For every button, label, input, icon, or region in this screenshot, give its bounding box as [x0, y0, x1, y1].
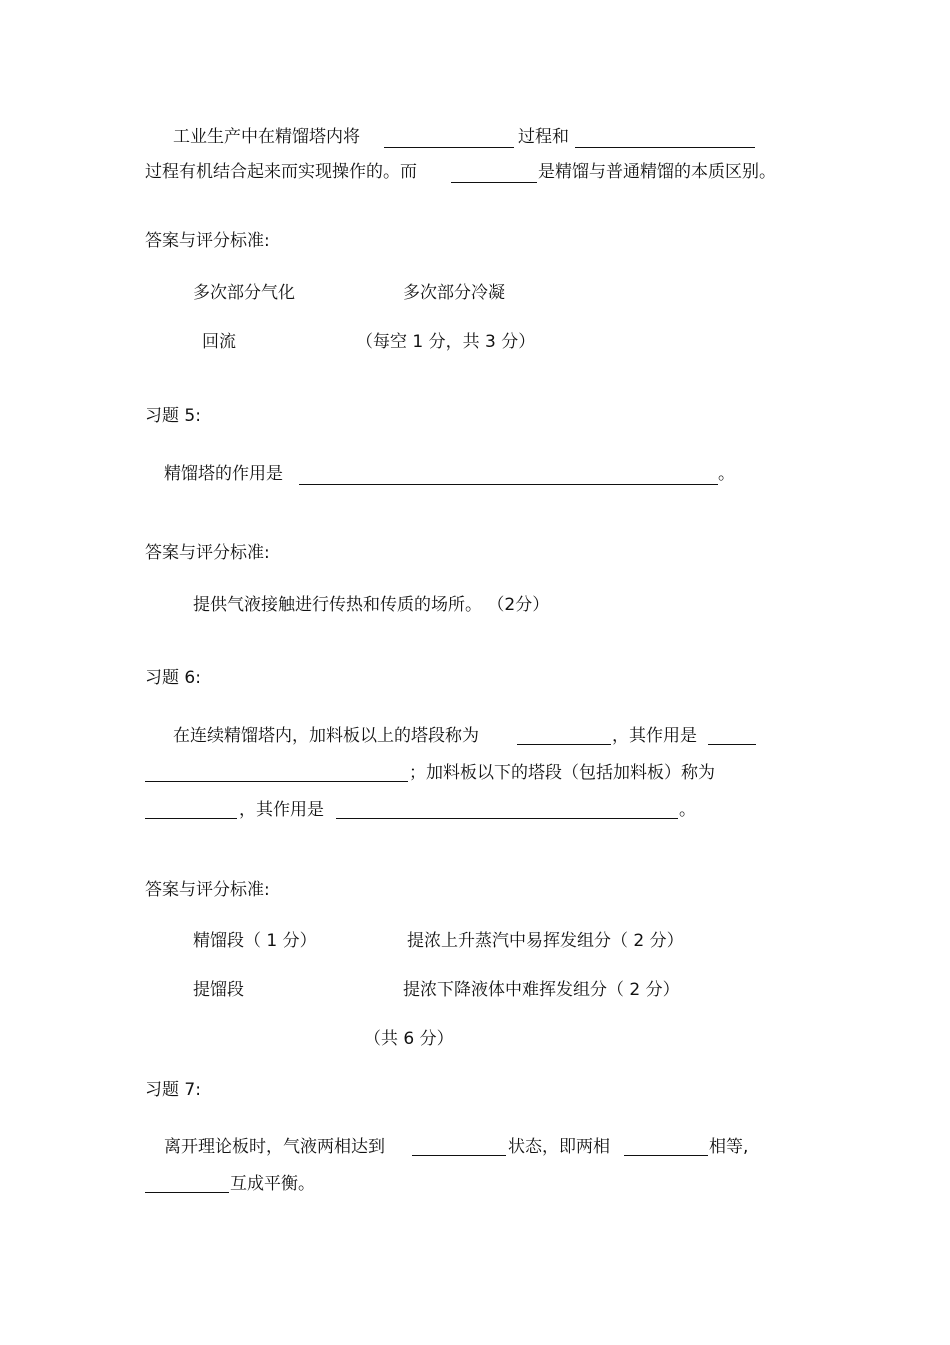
q5-blank-1[interactable] — [299, 484, 718, 485]
question-heading: 习题 5: — [145, 406, 201, 426]
q5-end-mark: 。 — [718, 464, 735, 484]
q4-blank-1[interactable] — [384, 147, 514, 148]
q7-line1-text-b: 状态，即两相 — [508, 1137, 610, 1157]
q4-line1-text-b: 过程和 — [518, 127, 569, 147]
q6-blank-2-continued[interactable] — [145, 781, 408, 782]
q4-blank-3[interactable] — [451, 182, 537, 183]
score-text: （共 6 分） — [364, 1029, 454, 1049]
q4-line1-text-a: 工业生产中在精馏塔内将 — [173, 127, 360, 147]
q7-line1-text-a: 离开理论板时，气液两相达到 — [164, 1137, 385, 1157]
q5-text: 精馏塔的作用是 — [164, 464, 283, 484]
answer-text: 提浓下降液体中难挥发组分（ 2 分） — [403, 980, 680, 1000]
q6-end-mark: 。 — [679, 800, 696, 820]
q6-line3-text: ，其作用是 — [239, 800, 324, 820]
q6-blank-4[interactable] — [336, 818, 678, 819]
q4-blank-2[interactable] — [575, 147, 755, 148]
q7-line1-text-c: 相等, — [709, 1137, 749, 1157]
answer-text: 精馏段（ 1 分） — [193, 931, 317, 951]
q6-blank-2[interactable] — [708, 744, 756, 745]
q7-line2-text: 互成平衡。 — [230, 1174, 315, 1194]
q6-line1-text-a: 在连续精馏塔内，加料板以上的塔段称为 — [173, 726, 479, 746]
answer-heading: 答案与评分标准: — [145, 543, 270, 563]
answer-text: 多次部分冷凝 — [403, 283, 505, 303]
q6-blank-1[interactable] — [517, 744, 611, 745]
q6-line2-text: ；加料板以下的塔段（包括加料板）称为 — [409, 763, 715, 783]
answer-text: 提供气液接触进行传热和传质的场所。 （2分） — [193, 595, 550, 615]
q6-blank-3[interactable] — [145, 818, 237, 819]
q7-blank-3[interactable] — [145, 1192, 229, 1193]
answer-heading: 答案与评分标准: — [145, 231, 270, 251]
answer-text: 提馏段 — [193, 980, 244, 1000]
q4-line2-text-b: 是精馏与普通精馏的本质区别。 — [538, 162, 776, 182]
q7-blank-2[interactable] — [624, 1155, 708, 1156]
q4-line2-text-a: 过程有机结合起来而实现操作的。而 — [145, 162, 417, 182]
answer-text: 回流 — [202, 332, 236, 352]
q6-line1-text-b: ，其作用是 — [612, 726, 697, 746]
q7-blank-1[interactable] — [412, 1155, 506, 1156]
answer-heading: 答案与评分标准: — [145, 880, 270, 900]
question-heading: 习题 7: — [145, 1080, 201, 1100]
question-heading: 习题 6: — [145, 668, 201, 688]
score-text: （每空 1 分，共 3 分） — [356, 332, 536, 352]
answer-text: 提浓上升蒸汽中易挥发组分（ 2 分） — [407, 931, 684, 951]
answer-text: 多次部分气化 — [193, 283, 295, 303]
